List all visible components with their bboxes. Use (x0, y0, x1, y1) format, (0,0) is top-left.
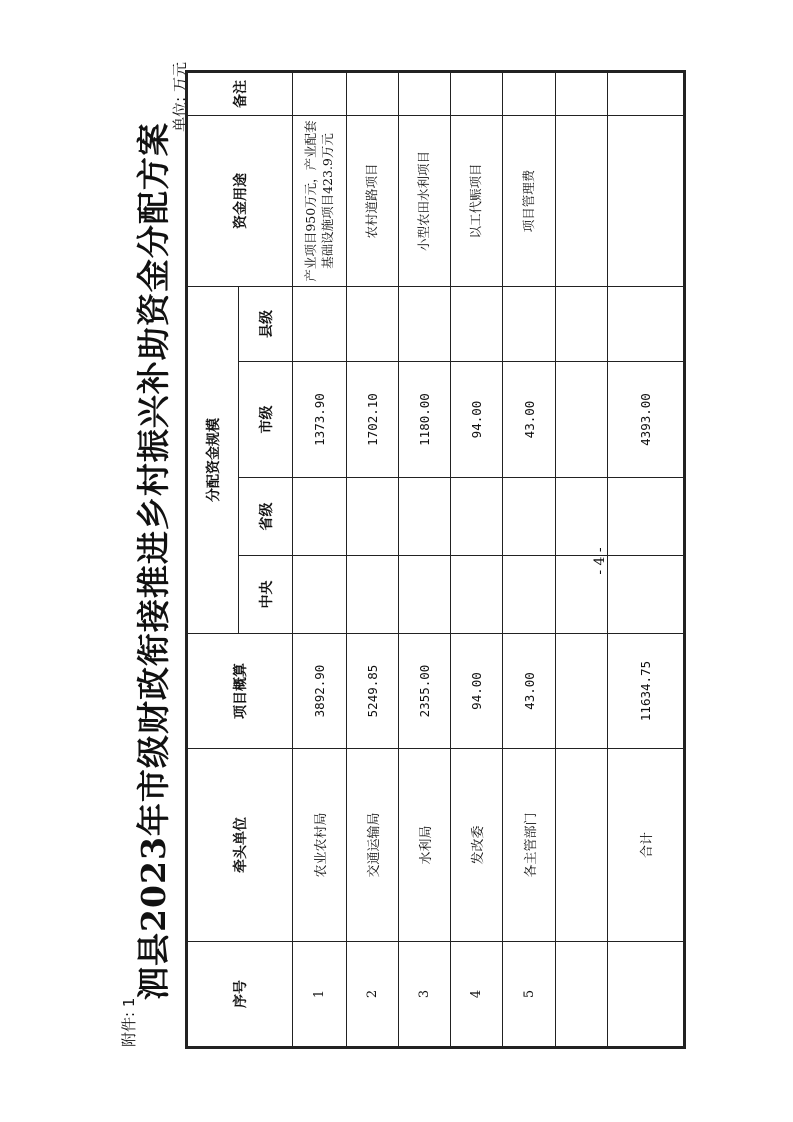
cell-provincial (347, 478, 399, 556)
cell-central (293, 556, 347, 634)
cell-municipal: 1180.00 (399, 362, 451, 478)
cell-seq (608, 942, 684, 1047)
cell-lead-unit: 农业农村局 (293, 749, 347, 942)
cell-lead-unit (556, 749, 608, 942)
cell-budget (556, 634, 608, 749)
cell-seq (556, 942, 608, 1047)
cell-remark (399, 73, 451, 116)
cell-lead-unit: 发改委 (451, 749, 503, 942)
total-provincial (608, 478, 684, 556)
header-alloc: 分配资金规模 (188, 287, 239, 634)
cell-central (451, 556, 503, 634)
cell-lead-unit: 交通运输局 (347, 749, 399, 942)
cell-municipal: 94.00 (451, 362, 503, 478)
header-central: 中央 (239, 556, 293, 634)
header-municipal: 市级 (239, 362, 293, 478)
cell-budget: 2355.00 (399, 634, 451, 749)
attachment-label: 附件: 1 (120, 997, 138, 1047)
unit-label: 单位: 万元 (171, 62, 189, 132)
cell-county (347, 287, 399, 362)
cell-central (347, 556, 399, 634)
header-remark: 备注 (188, 73, 293, 116)
cell-county (503, 287, 556, 362)
cell-usage: 农村道路项目 (347, 116, 399, 287)
header-seq: 序号 (188, 942, 293, 1047)
header-lead-unit: 牵头单位 (188, 749, 293, 942)
table-row (293, 73, 347, 1047)
cell-usage: 项目管理费 (503, 116, 556, 287)
header-provincial: 省级 (239, 478, 293, 556)
total-remark (608, 73, 684, 116)
cell-municipal: 43.00 (503, 362, 556, 478)
cell-remark (503, 73, 556, 116)
cell-county (399, 287, 451, 362)
header-row-top (188, 73, 239, 1047)
cell-county (451, 287, 503, 362)
table-row (451, 73, 503, 1047)
cell-remark (347, 73, 399, 116)
cell-usage (556, 116, 608, 287)
cell-remark (293, 73, 347, 116)
table-row (399, 73, 451, 1047)
cell-usage: 小型农田水利项目 (399, 116, 451, 287)
total-municipal: 4393.00 (608, 362, 684, 478)
header-usage: 资金用途 (188, 116, 293, 287)
cell-seq: 4 (451, 942, 503, 1047)
cell-central (399, 556, 451, 634)
cell-municipal: 1373.90 (293, 362, 347, 478)
total-row (608, 73, 684, 1047)
cell-usage: 以工代赈项目 (451, 116, 503, 287)
cell-lead-unit: 水利局 (399, 749, 451, 942)
cell-municipal (556, 362, 608, 478)
page-number: - 4 - (592, 547, 608, 575)
cell-usage: 产业项目950万元，产业配套基础设施项目423.9万元 (293, 116, 347, 287)
table-row (347, 73, 399, 1047)
cell-provincial (399, 478, 451, 556)
total-county (608, 287, 684, 362)
cell-budget: 5249.85 (347, 634, 399, 749)
cell-municipal: 1702.10 (347, 362, 399, 478)
cell-seq: 2 (347, 942, 399, 1047)
page-title: 泗县2023年市级财政衔接推进乡村振兴补助资金分配方案 (134, 122, 173, 1000)
total-central (608, 556, 684, 634)
cell-remark (556, 73, 608, 116)
cell-provincial (451, 478, 503, 556)
cell-seq: 1 (293, 942, 347, 1047)
header-budget: 项目概算 (188, 634, 293, 749)
cell-county (556, 287, 608, 362)
cell-budget: 43.00 (503, 634, 556, 749)
total-usage (608, 116, 684, 287)
cell-remark (451, 73, 503, 116)
total-label: 合计 (608, 749, 684, 942)
cell-provincial (503, 478, 556, 556)
total-budget: 11634.75 (608, 634, 684, 749)
cell-provincial (293, 478, 347, 556)
cell-central (503, 556, 556, 634)
cell-county (293, 287, 347, 362)
table-row (503, 73, 556, 1047)
cell-seq: 5 (503, 942, 556, 1047)
cell-budget: 3892.90 (293, 634, 347, 749)
cell-lead-unit: 各主管部门 (503, 749, 556, 942)
cell-seq: 3 (399, 942, 451, 1047)
cell-budget: 94.00 (451, 634, 503, 749)
header-county: 县级 (239, 287, 293, 362)
allocation-table (187, 72, 684, 1047)
